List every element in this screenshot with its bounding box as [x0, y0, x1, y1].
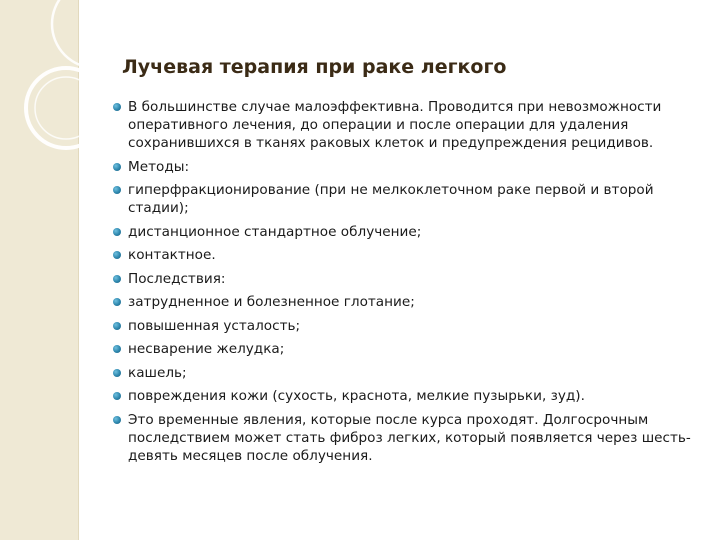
bullet-icon	[113, 369, 121, 377]
bullet-text: контактное.	[128, 247, 216, 263]
bullet-text: Последствия:	[128, 270, 226, 287]
bullet-item	[110, 246, 700, 264]
bullet-item	[110, 340, 700, 358]
bullet-text: затрудненное и болезненное глотание;	[128, 294, 415, 310]
bullet-icon	[113, 392, 121, 400]
bullet-text: Это временные явления, которые после курса проходят. Долгосрочным последствием может стать фиброз легких, который появляется через шесть-девять месяцев после облучения.	[128, 411, 691, 464]
bullet-item	[110, 223, 700, 241]
bullet-icon	[113, 186, 121, 194]
bullet-icon	[113, 228, 121, 236]
bullet-item	[110, 387, 700, 405]
bullet-text: повреждения кожи (сухость, краснота, мелкие пузырьки, зуд).	[128, 388, 585, 404]
bullet-item	[110, 293, 700, 311]
slide-title: Лучевая терапия при раке легкого	[122, 56, 507, 78]
bullet-item	[110, 317, 700, 335]
bullet-text: гиперфракционирование (при не мелкоклеточном раке первой и второй стадии);	[128, 182, 654, 216]
bullet-text: Методы:	[128, 158, 190, 175]
slide-content	[110, 98, 700, 470]
bullet-text: несварение желудка;	[128, 341, 285, 357]
bullet-icon	[113, 275, 121, 283]
bullet-item	[110, 270, 700, 288]
bullet-text: кашель;	[128, 364, 187, 381]
bullet-item	[110, 411, 700, 465]
bullet-item	[110, 98, 700, 152]
bullet-item	[110, 364, 700, 382]
bullet-icon	[113, 251, 121, 259]
bullet-icon	[113, 298, 121, 306]
bullet-text: повышенная усталость;	[128, 317, 301, 334]
bullet-list	[110, 98, 700, 465]
bullet-icon	[113, 416, 121, 424]
bullet-icon	[113, 103, 121, 111]
bullet-icon	[113, 322, 121, 330]
bullet-item	[110, 158, 700, 176]
bullet-item	[110, 181, 700, 217]
bullet-icon	[113, 163, 121, 171]
bullet-icon	[113, 345, 121, 353]
bullet-text: В большинстве случае малоэффективна. Проводится при невозможности оперативного лечения, до операции и после операции для удаления сохранившихся в тканях раковых клеток и предупреждения рецидивов.	[128, 99, 662, 151]
bullet-text: дистанционное стандартное облучение;	[128, 223, 422, 240]
